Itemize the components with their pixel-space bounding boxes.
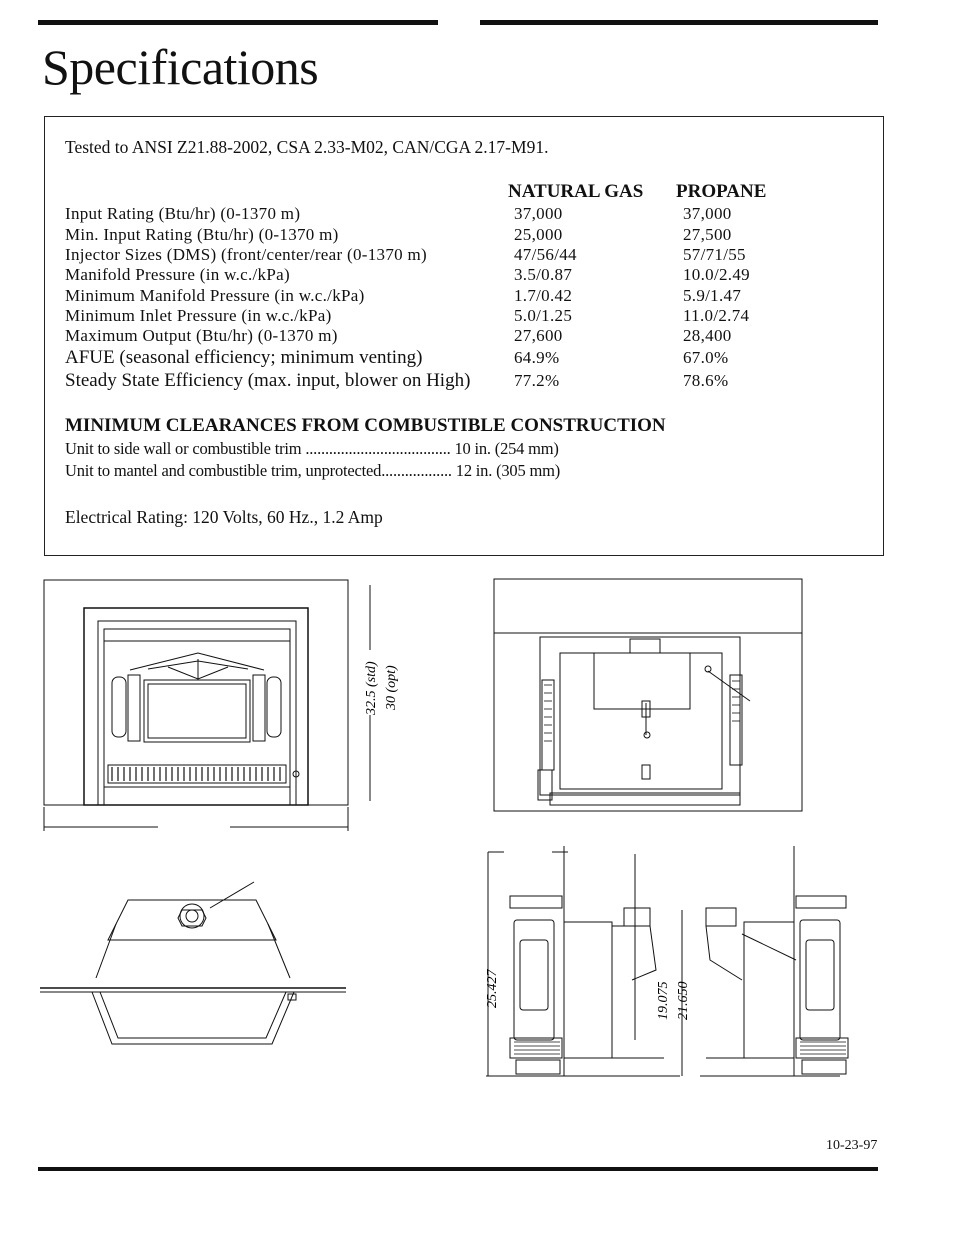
spec-row-label: AFUE (seasonal efficiency; minimum venting) <box>65 347 423 368</box>
clearance-mantel: Unit to mantel and combustible trim, unprotected.................. 12 in. (305 mm) <box>65 461 561 480</box>
clearance-side-wall: Unit to side wall or combustible trim ..................................... 10 in. (254 mm) <box>65 439 559 458</box>
top-rule-right <box>480 20 878 25</box>
spec-row-ng: 5.0/1.25 <box>514 306 573 325</box>
spec-row-label: Maximum Output (Btu/hr) (0-1370 m) <box>65 326 338 345</box>
spec-row-lp: 5.9/1.47 <box>683 286 742 305</box>
spec-row-lp: 28,400 <box>683 326 732 345</box>
spec-row-ng: 25,000 <box>514 225 563 244</box>
page-title: Specifications <box>42 39 319 95</box>
top-view-drawing <box>36 878 351 1048</box>
spec-row-lp: 57/71/55 <box>683 245 746 264</box>
side-dim-25-label: 25.427 <box>485 969 500 1008</box>
spec-row-ng: 3.5/0.87 <box>514 265 573 284</box>
rear-view-drawing <box>490 575 805 815</box>
spec-row-lp: 78.6% <box>683 371 729 390</box>
top-rule-left <box>38 20 438 25</box>
spec-row-label: Min. Input Rating (Btu/hr) (0-1370 m) <box>65 225 339 244</box>
spec-row-ng: 1.7/0.42 <box>514 286 573 305</box>
front-height-opt-label: 30 (opt) <box>384 665 399 710</box>
front-height-std-label: 32.5 (std) <box>364 661 379 715</box>
header-propane: PROPANE <box>676 181 767 202</box>
spec-row-lp: 37,000 <box>683 204 732 223</box>
spec-row-lp: 67.0% <box>683 348 729 367</box>
spec-row-label: Steady State Efficiency (max. input, blower on High) <box>65 370 471 391</box>
spec-row-ng: 37,000 <box>514 204 563 223</box>
header-natural-gas: NATURAL GAS <box>508 181 644 202</box>
spec-row-label: Minimum Manifold Pressure (in w.c./kPa) <box>65 286 365 305</box>
bottom-rule <box>38 1167 878 1171</box>
side-dim-19-label: 19.075 <box>656 981 671 1020</box>
spec-row-lp: 27,500 <box>683 225 732 244</box>
side-dim-21-label: 21.650 <box>676 981 691 1020</box>
spec-row-label: Injector Sizes (DMS) (front/center/rear (0-1370 m) <box>65 245 427 264</box>
front-view-drawing <box>38 575 399 835</box>
spec-row-label: Input Rating (Btu/hr) (0-1370 m) <box>65 204 301 223</box>
electrical-rating: Electrical Rating: 120 Volts, 60 Hz., 1.2 Amp <box>65 507 383 527</box>
spec-row-ng: 27,600 <box>514 326 563 345</box>
tested-standards: Tested to ANSI Z21.88-2002, CSA 2.33-M02, CAN/CGA 2.17-M91. <box>65 137 549 157</box>
spec-row-lp: 11.0/2.74 <box>683 306 750 325</box>
revision-date: 10-23-97 <box>826 1138 878 1153</box>
spec-row-lp: 10.0/2.49 <box>683 265 750 284</box>
clearances-heading: MINIMUM CLEARANCES FROM COMBUSTIBLE CONSTRUCTION <box>65 415 666 436</box>
spec-row-ng: 77.2% <box>514 371 560 390</box>
spec-row-ng: 64.9% <box>514 348 560 367</box>
side-views-drawing <box>480 840 860 1080</box>
spec-row-ng: 47/56/44 <box>514 245 577 264</box>
spec-row-label: Minimum Inlet Pressure (in w.c./kPa) <box>65 306 332 325</box>
spec-row-label: Manifold Pressure (in w.c./kPa) <box>65 265 290 284</box>
